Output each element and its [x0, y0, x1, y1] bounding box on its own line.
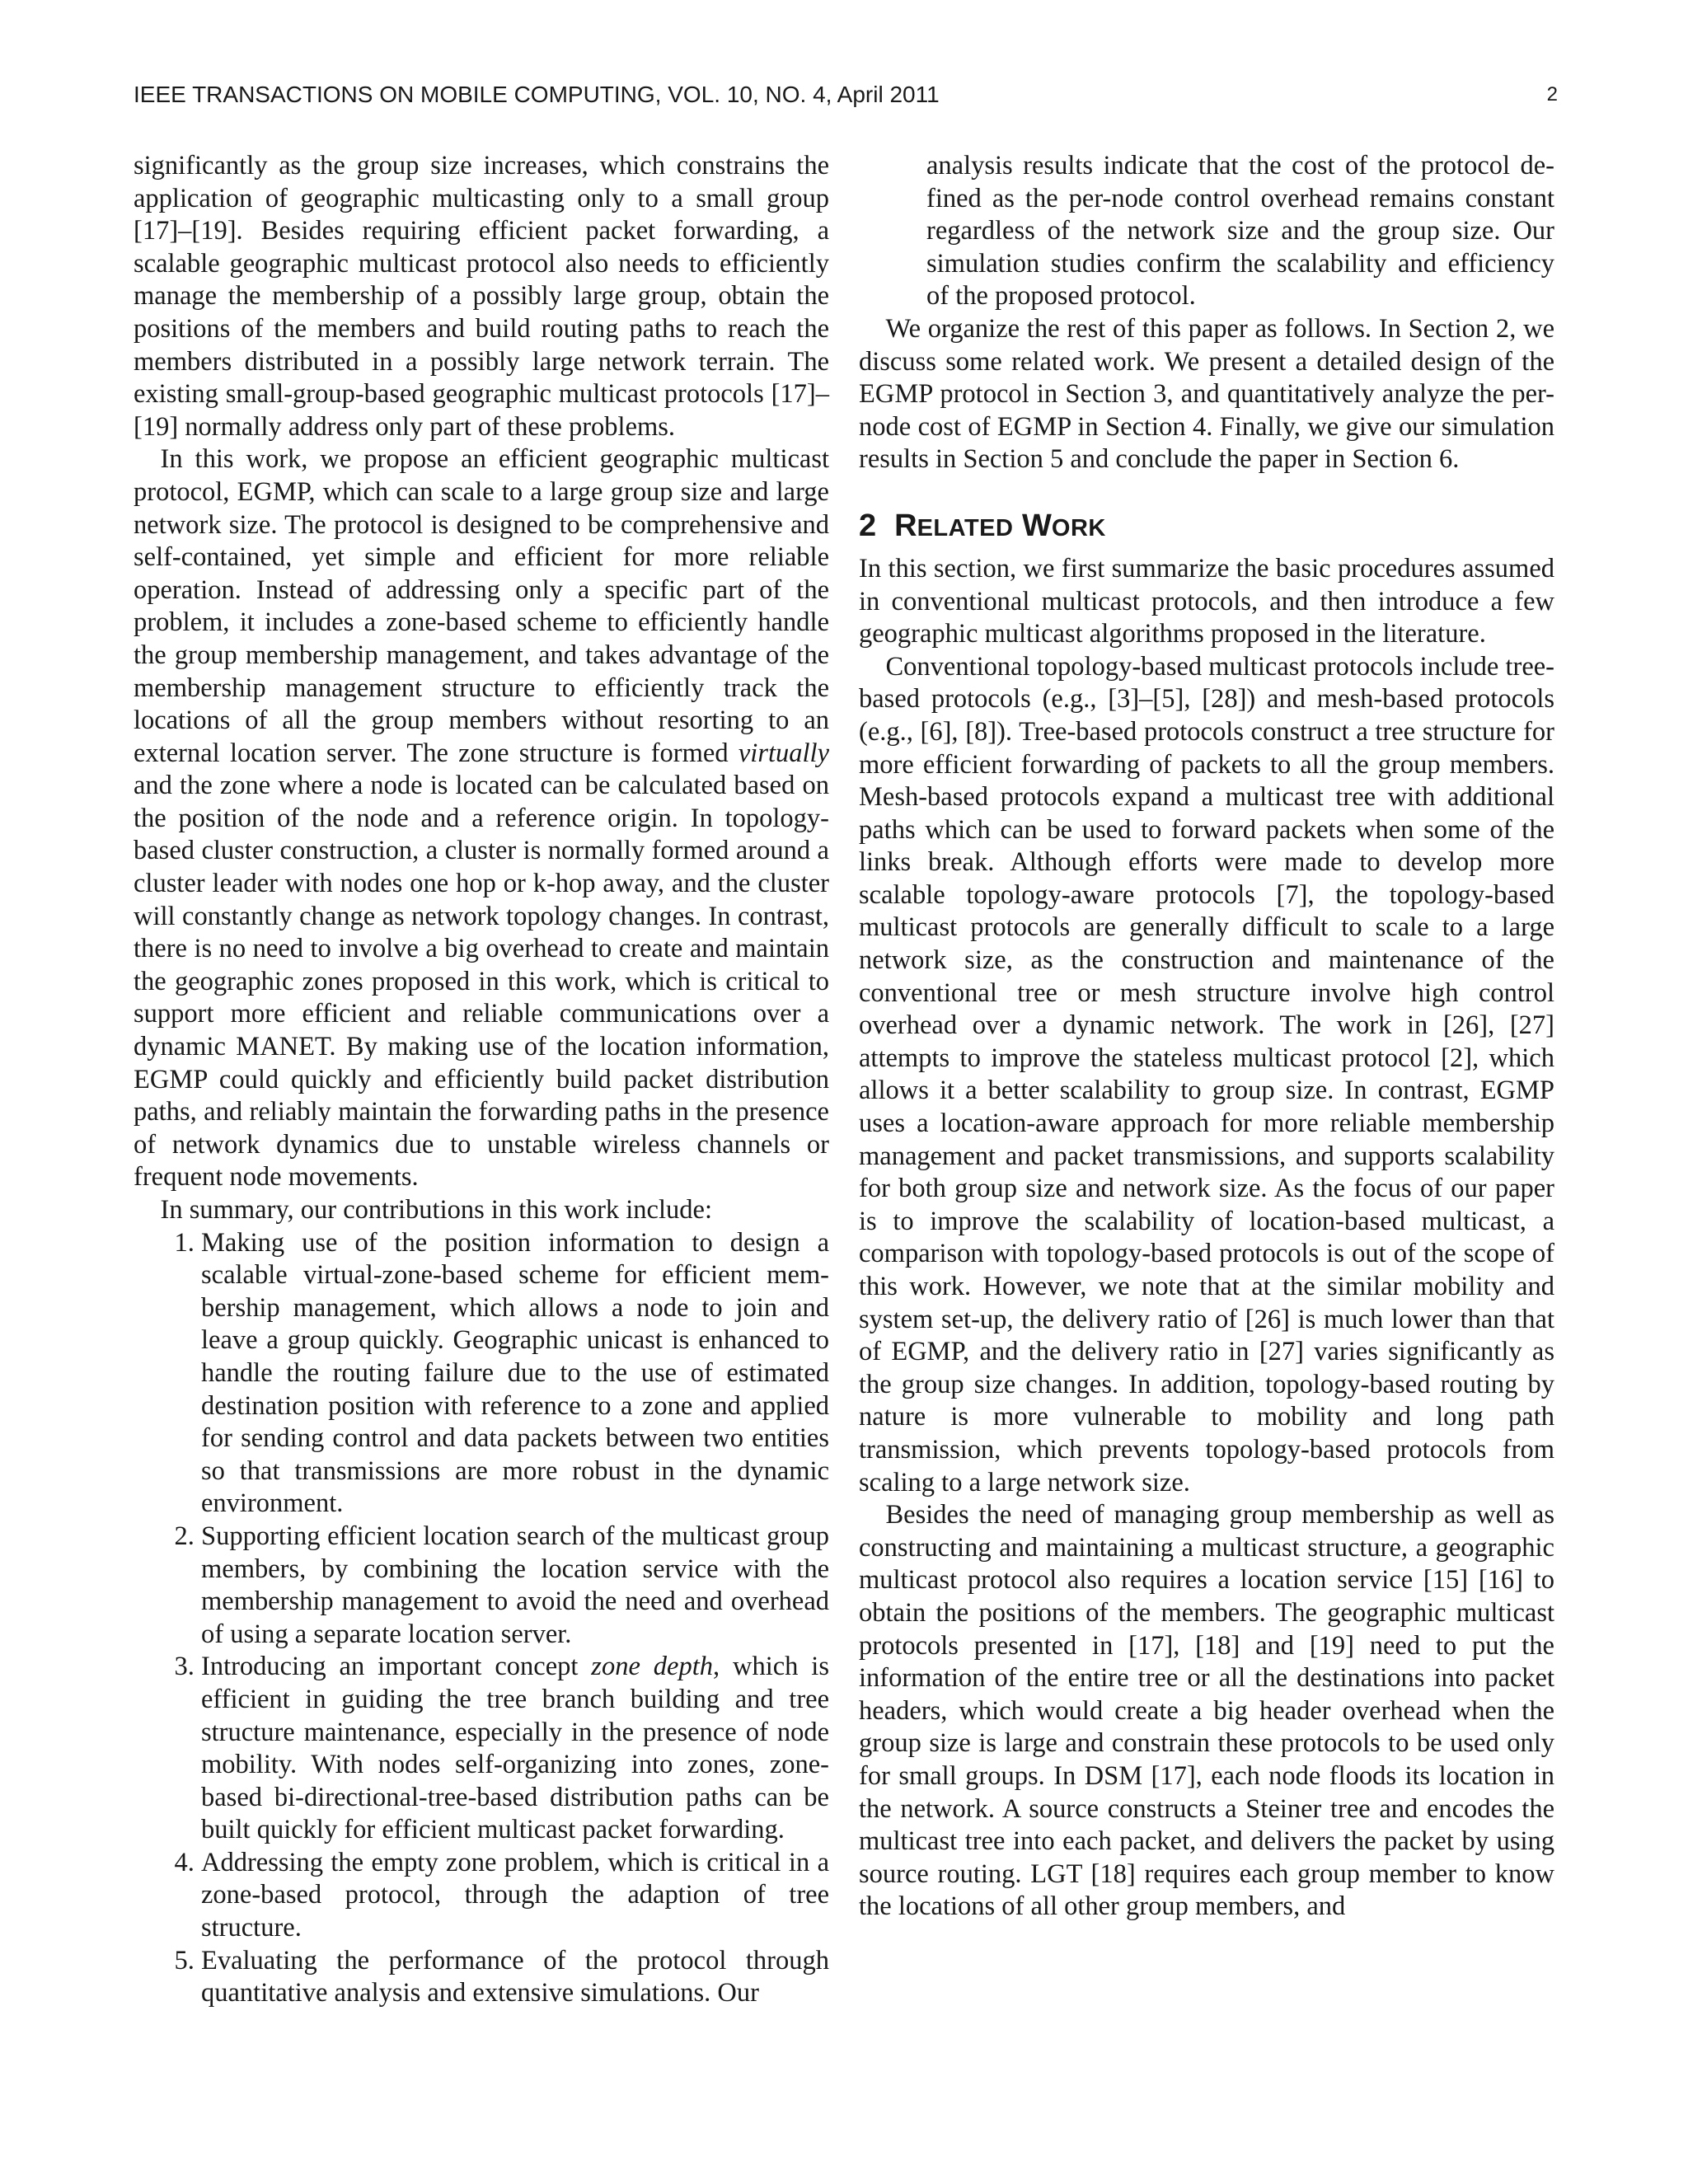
section-heading-related-work [859, 508, 1554, 546]
contribution-item-5-continued: analysis results indicate that the cost of the protocol defined as the per-node control overhead remains constant regardless of the network size and the group size. Our simulation studies confirm the scalability and efficiency of the proposed protocol. [926, 151, 1554, 312]
paragraph-group-size: significantly as the group size increases, which constrains the application of geographic multicasting only to a small group [17]–[19]. Besides requiring efficient packet forwarding, a scalable geographic multicast protocol also needs to efficiently manage the membership of a possibly large group, obtain the positions of the members and build routing paths to reach the members distributed in a possibly large network terrain. The existing small-group-based geographic multicast protocols [17]–[19] normally address only part of these problems. [134, 151, 829, 442]
journal-title: IEEE TRANSACTIONS ON MOBILE COMPUTING, VOL. 10, NO. 4, April 2011 [134, 82, 940, 107]
contribution-item-1: 1. Making use of the position information to design a scalable virtual-zone-based scheme for efficient membership management, which allows a node to join and leave a group quickly. Geographic unicast is enhanced to handle the routing failure due to the use of estimated destination position with reference to a zone and applied for sending control and data packets between two entities so that transmissions are more robust in the dynamic environment. [201, 1227, 829, 1521]
section-title-rest: ELATED [917, 514, 1014, 541]
paragraph-related-intro: In this section, we first summarize the basic procedures assumed in conventional multicast protocols, and then introduce a few geographic multicast algorithms proposed in the literature. [859, 553, 1554, 649]
section-title-initial: R [894, 508, 917, 543]
contribution-item-4: 4. Addressing the empty zone problem, which is critical in a zone-based protocol, through the adaption of tree structure. [201, 1847, 829, 1945]
section-title-rest: ORK [1051, 514, 1106, 541]
paragraph-location-service: Besides the need of managing group membership as well as constructing and maintaining a multicast structure, a geographic multicast protocol also requires a location service [15] [16] to obtain the positions of the members. The geographic multicast protocols presented in [17], [18] and [19] need to put the information of the entire tree or all the destinations into packet headers, which would create a big header overhead when the group size is large and constrain these protocols to be used only for small groups. In DSM [17], each node floods its location in the network. A source constructs a Steiner tree and encodes the multicast tree into each packet, and delivers the packet by using source routing. LGT [18] requires each group member to know the locations of all other group members, and [859, 1500, 1554, 1922]
right-column [859, 150, 1554, 1924]
paragraph-text: In this work, we propose an efficient geographic multicast protocol, EGMP, which can scale to a large group size and large network size. The protocol is designed to be comprehensive and self-contained, yet simple and efficient for more reliable operation. Instead of addressing only a specific part of the problem, it includes a zone-based scheme to efficiently handle the group membership management, and takes advantage of the membership management structure to efficiently track the locations of all the group members without resorting to an external location server. The zone structure is formed [134, 444, 829, 768]
paragraph-organization: We organize the rest of this paper as follows. In Section 2, we discuss some related work. We present a detailed design of the EGMP protocol in Section 3, and quantitatively analyze the per-node cost of EGMP in Section 4. Finally, we give our simulation results in Section 5 and conclude the paper in Section 6. [859, 313, 1554, 475]
paragraph-contributions-intro: In summary, our contributions in this work include: [160, 1195, 712, 1225]
contribution-item-2: 2. Supporting efficient location search of the multicast group members, by combining the location service with the membership management to avoid the need and overhead of using a separate location server. [201, 1521, 829, 1651]
contributions-list [134, 1227, 829, 2010]
paragraph-egmp-proposal [134, 443, 829, 1194]
emphasis-zone-depth: zone depth [591, 1652, 713, 1682]
contribution-item-3 [201, 1651, 829, 1847]
paragraph-conventional-protocols: Conventional topology-based multicast protocols include tree-based protocols (e.g., [3]–[5], [28]) and mesh-based protocols (e.g., [6], [8]). Tree-based protocols construct a tree structure for more efficient forwarding of packets to all the group members. Mesh-based protocols expand a multicast tree with additional paths which can be used to forward packets when some of the links break. Although efforts were made to develop more scalable topology-aware protocols [7], the topology-based multicast protocols are generally difficult to scale to a large network size, as the construction and maintenance of the conventional tree or mesh structure involve high control overhead over a dynamic network. The work in [26], [27] attempts to improve the stateless multicast protocol [2], which allows it a better scalability to group size. In contrast, EGMP uses a location-aware approach for more reliable membership management and packet transmissions, and supports scalability for both group size and network size. As the focus of our paper is to improve the scalability of location-based multicast, a comparison with topology-based protocols is out of the scope of this work. However, we note that at the similar mobility and system set-up, the delivery ratio of [26] is much lower than that of EGMP, and the delivery ratio in [27] varies significantly as the group size changes. In addition, topology-based routing by nature is more vulnerable to mobility and long path transmission, which prevents topology-based protocols from scaling to a large network size. [859, 651, 1554, 1497]
left-column [134, 150, 829, 2010]
page-number: 2 [1546, 83, 1558, 105]
contribution-item-5: 5. Evaluating the performance of the protocol through quantitative analysis and extensive simulations. Our [201, 1945, 829, 2010]
emphasis-virtually: virtually [738, 738, 829, 768]
item-text: , which is efficient in guiding the tree branch building and tree structure maintenance, especially in the presence of node mobility. With nodes self-organizing into zones, zone-based bi-directional-tree-based distribution paths can be built quickly for efficient multicast packet forwarding. [201, 1652, 829, 1845]
section-title-initial: W [1022, 508, 1052, 543]
paragraph-text: and the zone where a node is located can be calculated based on the position of the node and a reference origin. In topology-based cluster construction, a cluster is normally formed around a cluster leader with nodes one hop or k-hop away, and the cluster will constantly change as network topology changes. In contrast, there is no need to involve a big overhead to create and maintain the geographic zones proposed in this work, which is critical to support more efficient and reliable communications over a dynamic MANET. By making use of the location information, EGMP could quickly and efficiently build packet distribution paths, and reliably maintain the forwarding paths in the presence of network dynamics due to unstable wireless channels or frequent node movements. [134, 771, 829, 1193]
section-number: 2 [859, 508, 877, 543]
item-text: Introducing an important concept [201, 1652, 592, 1682]
running-header [134, 76, 1558, 114]
